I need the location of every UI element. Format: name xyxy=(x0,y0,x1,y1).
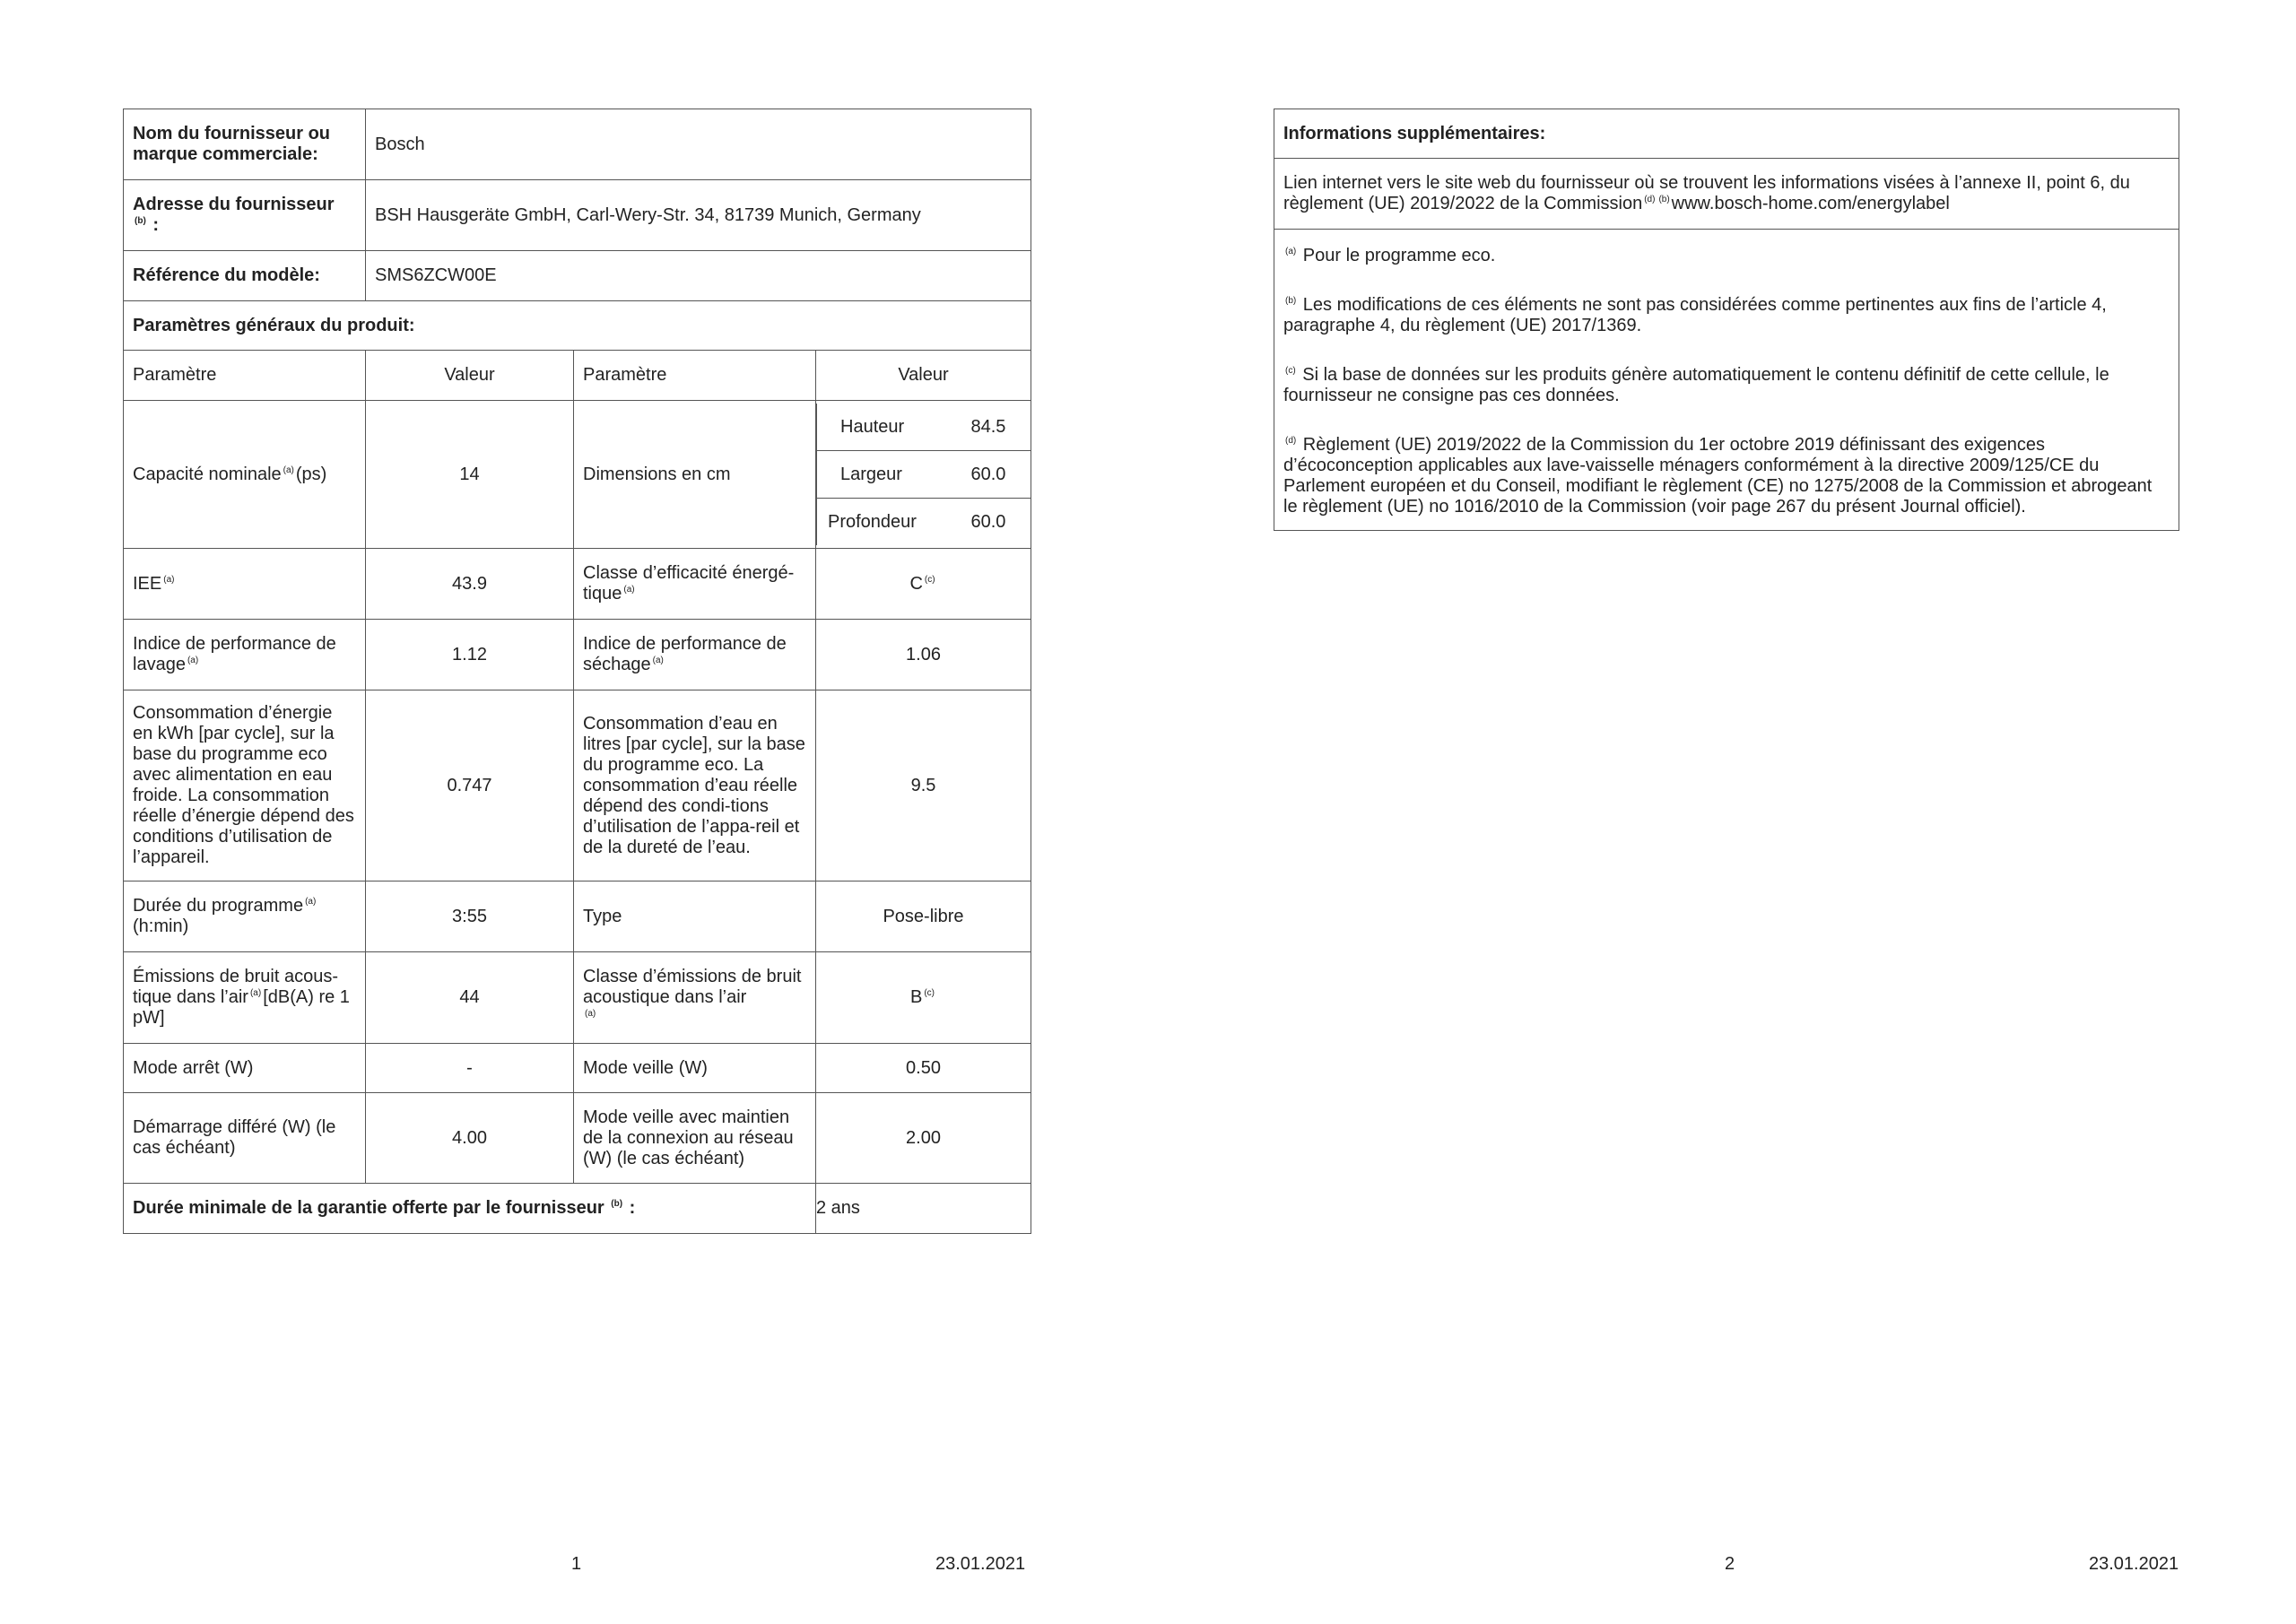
standby-value: 0.50 xyxy=(816,1044,1031,1093)
guarantee-colon: : xyxy=(629,1198,636,1218)
footnote-ref-a: (a) xyxy=(652,656,664,665)
footnote-ref-a: (a) xyxy=(163,574,175,585)
energy-consumption-label: Consommation d’énergie en kWh [par cycle], sur la base du programme eco avec alimentation en eau froide. La consommation réelle d’énergie dépend des conditions d’utilisation de l’appareil. xyxy=(124,690,366,881)
iee-label: IEE xyxy=(133,573,162,594)
footnote-d xyxy=(1283,435,2170,517)
noise-class-value: B xyxy=(909,987,923,1007)
standby-label: Mode veille (W) xyxy=(574,1044,816,1093)
address-colon: : xyxy=(152,215,160,235)
product-info-sheet-table xyxy=(123,109,1031,1234)
supplier-website-link[interactable]: www.bosch-home.com/energylabel xyxy=(1671,194,1950,213)
footnote-ref-a: (a) xyxy=(305,897,317,907)
address-label: Adresse du fournisseur xyxy=(133,195,335,214)
height-label: Hauteur xyxy=(817,404,971,451)
footnote-ref-b: (b) xyxy=(135,216,146,226)
footnote-marker-b: (b) xyxy=(1285,296,1297,306)
energy-class-label-cell xyxy=(574,549,816,620)
footnote-ref-c: (c) xyxy=(924,988,935,998)
capacity-unit: (ps) xyxy=(295,464,327,484)
footnote-ref-a: (a) xyxy=(283,465,294,475)
col-header-value-1: Valeur xyxy=(366,351,574,401)
duration-label-cell xyxy=(124,881,366,952)
off-mode-label: Mode arrêt (W) xyxy=(124,1044,366,1093)
footnote-c xyxy=(1283,365,2170,406)
width-label: Largeur xyxy=(817,451,971,499)
duration-unit: (h:min) xyxy=(133,916,189,936)
page-date-1: 23.01.2021 xyxy=(935,1554,1026,1574)
networked-standby-label: Mode veille avec maintien de la connexion au réseau (W) (le cas échéant) xyxy=(574,1093,816,1184)
address-value: BSH Hausgeräte GmbH, Carl-Wery-Str. 34, 81739 Munich, Germany xyxy=(366,180,1031,251)
capacity-value: 14 xyxy=(366,401,574,549)
footnote-ref-a: (a) xyxy=(585,1009,596,1019)
footnote-c-text: Si la base de données sur les produits génère automatiquement le contenu définitif de cette cellule, le fournisseur ne consigne pas ces données. xyxy=(1283,365,2109,405)
dimensions-cell xyxy=(816,401,1031,549)
footnote-marker-d: (d) xyxy=(1285,436,1297,446)
footnote-b xyxy=(1283,295,2170,336)
noise-label: Émissions de bruit acous-tique dans l’air xyxy=(133,967,338,1007)
depth-value: 60.0 xyxy=(971,499,1031,546)
address-label-cell xyxy=(124,180,366,251)
iee-label-cell xyxy=(124,549,366,620)
noise-class-label-cell xyxy=(574,952,816,1044)
duration-value: 3:55 xyxy=(366,881,574,952)
guarantee-value: 2 ans xyxy=(816,1184,1031,1234)
footnote-ref-a: (a) xyxy=(187,656,199,665)
footnote-d-text: Règlement (UE) 2019/2022 de la Commission du 1er octobre 2019 définissant des exigences d’écoconception applicables aux lave-vaisselle ménagers conformément à la directive 2009/125/CE du Parlement européen et du Conseil, modifiant le règlement (CE) no 1275/2008 de la Commission et abrogeant le règlement (UE) no 1016/2010 de la Commission (voir page 267 du présent Journal officiel). xyxy=(1283,435,2152,517)
link-cell xyxy=(1274,159,2179,230)
footnote-ref-b: (b) xyxy=(1658,195,1670,204)
footnote-marker-c: (c) xyxy=(1285,366,1296,376)
supplier-label: Nom du fournisseur ou marque commerciale: xyxy=(124,109,366,180)
page-number-1: 1 xyxy=(571,1554,582,1574)
info-header: Informations supplémentaires: xyxy=(1274,109,2179,159)
col-header-param-2: Paramètre xyxy=(574,351,816,401)
delay-start-value: 4.00 xyxy=(366,1093,574,1184)
delay-start-label: Démarrage différé (W) (le cas échéant) xyxy=(124,1093,366,1184)
footnote-ref-b: (b) xyxy=(611,1199,623,1209)
depth-label: Profondeur xyxy=(817,499,971,546)
col-header-param-1: Paramètre xyxy=(124,351,366,401)
off-mode-value: - xyxy=(366,1044,574,1093)
dimensions-subtable xyxy=(816,404,1031,545)
energy-class-value: C xyxy=(909,573,923,594)
model-value: SMS6ZCW00E xyxy=(366,251,1031,301)
iee-value: 43.9 xyxy=(366,549,574,620)
duration-label: Durée du programme xyxy=(133,896,304,916)
energy-class-value-cell xyxy=(816,549,1031,620)
dimensions-label: Dimensions en cm xyxy=(574,401,816,549)
width-value: 60.0 xyxy=(971,451,1031,499)
footnote-b-text: Les modifications de ces éléments ne sont pas considérées comme pertinentes aux fins de l’article 4, paragraphe 4, du règlement (UE) 2017/1369. xyxy=(1283,295,2107,335)
footnotes-cell xyxy=(1274,230,2179,531)
noise-class-value-cell xyxy=(816,952,1031,1044)
dry-perf-label: Indice de performance de séchage xyxy=(583,634,787,674)
footnote-a-text: Pour le programme eco. xyxy=(1302,246,1496,265)
height-value: 84.5 xyxy=(971,404,1031,451)
energy-consumption-value: 0.747 xyxy=(366,690,574,881)
wash-perf-value: 1.12 xyxy=(366,620,574,690)
networked-standby-value: 2.00 xyxy=(816,1093,1031,1184)
footnote-ref-a: (a) xyxy=(249,988,262,998)
wash-perf-label-cell xyxy=(124,620,366,690)
water-consumption-value: 9.5 xyxy=(816,690,1031,881)
page-date-2: 23.01.2021 xyxy=(2089,1554,2179,1574)
col-header-value-2: Valeur xyxy=(816,351,1031,401)
energy-class-label: Classe d’efficacité énergé-tique xyxy=(583,563,795,604)
guarantee-label: Durée minimale de la garantie offerte par le fournisseur xyxy=(133,1198,604,1218)
noise-unit: [dB(A) re 1 pW] xyxy=(133,987,350,1028)
page-number-2: 2 xyxy=(1725,1554,1735,1574)
dry-perf-value: 1.06 xyxy=(816,620,1031,690)
link-text: Lien internet vers le site web du fournisseur où se trouvent les informations visées à l’annexe II, point 6, du règlement (UE) 2019/2022 de la Commission xyxy=(1283,173,2130,213)
footnote-ref-a: (a) xyxy=(623,585,635,595)
supplier-value: Bosch xyxy=(366,109,1031,180)
noise-label-cell xyxy=(124,952,366,1044)
type-label: Type xyxy=(574,881,816,952)
general-params-heading: Paramètres généraux du produit: xyxy=(124,301,1031,351)
noise-value: 44 xyxy=(366,952,574,1044)
noise-class-label: Classe d’émissions de bruit acoustique dans l’air xyxy=(583,967,802,1007)
water-consumption-label: Consommation d’eau en litres [par cycle], sur la base du programme eco. La consommation d’eau réelle dépend des condi-tions d’utilisation de l’appa-reil et de la dureté de l’eau. xyxy=(574,690,816,881)
type-value: Pose-libre xyxy=(816,881,1031,952)
additional-info-table xyxy=(1274,109,2179,531)
capacity-label-cell xyxy=(124,401,366,549)
footnote-ref-d: (d) xyxy=(1644,195,1656,204)
footnote-ref-c: (c) xyxy=(924,574,935,585)
footnote-marker-a: (a) xyxy=(1285,247,1297,256)
dry-perf-label-cell xyxy=(574,620,816,690)
model-label: Référence du modèle: xyxy=(124,251,366,301)
footnote-a xyxy=(1283,246,2170,266)
wash-perf-label: Indice de performance de lavage xyxy=(133,634,336,674)
capacity-label: Capacité nominale xyxy=(133,464,282,484)
guarantee-label-cell xyxy=(124,1184,816,1234)
